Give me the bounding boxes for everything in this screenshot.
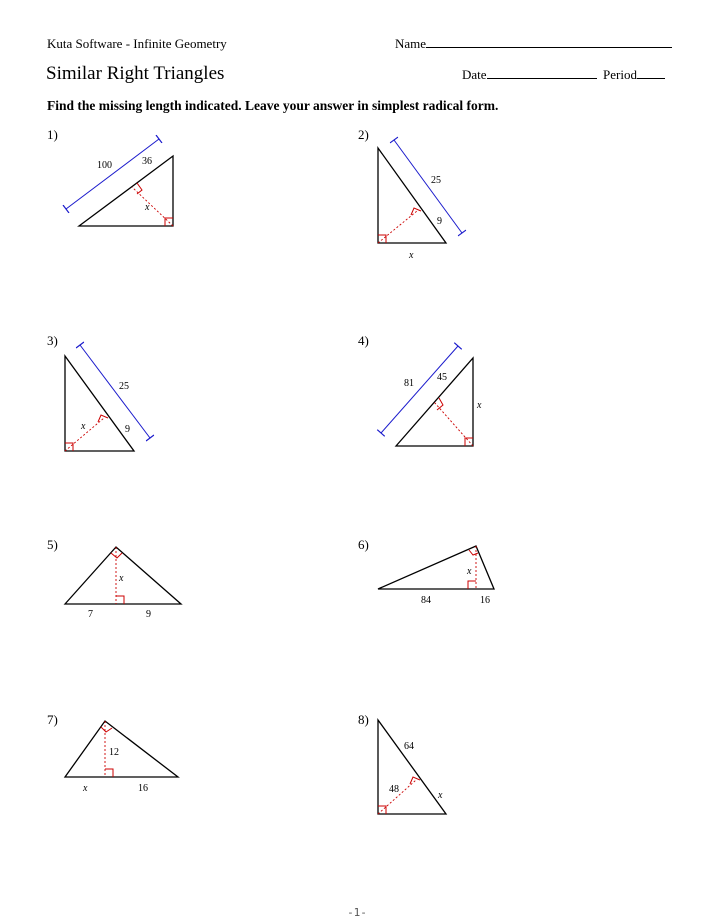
label-8-altitude: 48 — [389, 784, 399, 795]
label-1-altitude: x — [145, 202, 150, 213]
figure-5 — [65, 547, 181, 620]
publisher-text: Kuta Software - Infinite Geometry — [47, 36, 227, 51]
label-4-segment: 45 — [437, 372, 447, 383]
label-3-leg: x — [81, 421, 86, 432]
triangle-7 — [65, 721, 178, 777]
label-6-altitude: x — [467, 566, 472, 577]
period-label: Period — [603, 67, 637, 82]
label-5-altitude: x — [119, 573, 124, 584]
figure-2 — [378, 140, 462, 261]
altitude-2 — [378, 211, 417, 243]
label-7-left: x — [83, 783, 88, 794]
triangle-6 — [378, 546, 494, 589]
problem-number-1: 1) — [47, 127, 58, 142]
problem-number-2: 2) — [358, 127, 369, 142]
dimension-line-1 — [66, 139, 159, 209]
figure-4 — [381, 346, 482, 446]
dimension-line-2 — [394, 140, 462, 233]
label-4-leg: x — [477, 400, 482, 411]
label-1-segment: 36 — [142, 156, 152, 167]
label-7-right: 16 — [138, 783, 148, 794]
right-angle-mark-5b — [111, 553, 122, 558]
problem-number-5: 5) — [47, 537, 58, 552]
right-angle-mark-7a — [105, 769, 113, 777]
right-angle-mark-4b — [437, 398, 443, 410]
figure-7 — [65, 721, 178, 794]
right-angle-mark-6b — [469, 550, 478, 555]
date-label: Date — [462, 67, 487, 82]
figure-6 — [378, 546, 494, 606]
problem-number-3: 3) — [47, 333, 58, 348]
label-2-whole: 25 — [431, 175, 441, 186]
page-number: -1- — [347, 906, 367, 919]
label-2-leg: x — [409, 250, 414, 261]
label-1-whole: 100 — [97, 160, 112, 171]
label-5-left: 7 — [88, 609, 93, 620]
right-angle-mark-7b — [101, 727, 112, 732]
label-6-left: 84 — [421, 595, 431, 606]
label-4-whole: 81 — [404, 378, 414, 389]
label-8-segment: 64 — [404, 741, 414, 752]
right-angle-mark-3b — [98, 415, 108, 422]
label-3-segment: 9 — [125, 424, 130, 435]
worksheet-title: Similar Right Triangles — [46, 63, 225, 84]
right-angle-mark-5a — [116, 596, 124, 604]
label-8-other: x — [438, 790, 443, 801]
triangle-8 — [378, 720, 446, 814]
triangle-2 — [378, 148, 446, 243]
right-angle-mark-6a — [468, 581, 476, 589]
label-3-whole: 25 — [119, 381, 129, 392]
label-2-segment: 9 — [437, 216, 442, 227]
problem-number-4: 4) — [358, 333, 369, 348]
problem-number-7: 7) — [47, 712, 58, 727]
figure-1 — [66, 139, 173, 226]
label-6-right: 16 — [480, 595, 490, 606]
problem-number-6: 6) — [358, 537, 369, 552]
label-7-altitude: 12 — [109, 747, 119, 758]
label-5-right: 9 — [146, 609, 151, 620]
altitude-4 — [434, 402, 473, 446]
figure-8 — [378, 720, 446, 814]
problem-number-8: 8) — [358, 712, 369, 727]
name-label: Name — [395, 36, 427, 51]
instructions: Find the missing length indicated. Leave your answer in simplest radical form. — [47, 98, 499, 113]
figure-3 — [65, 345, 150, 451]
triangle-1 — [79, 156, 173, 226]
